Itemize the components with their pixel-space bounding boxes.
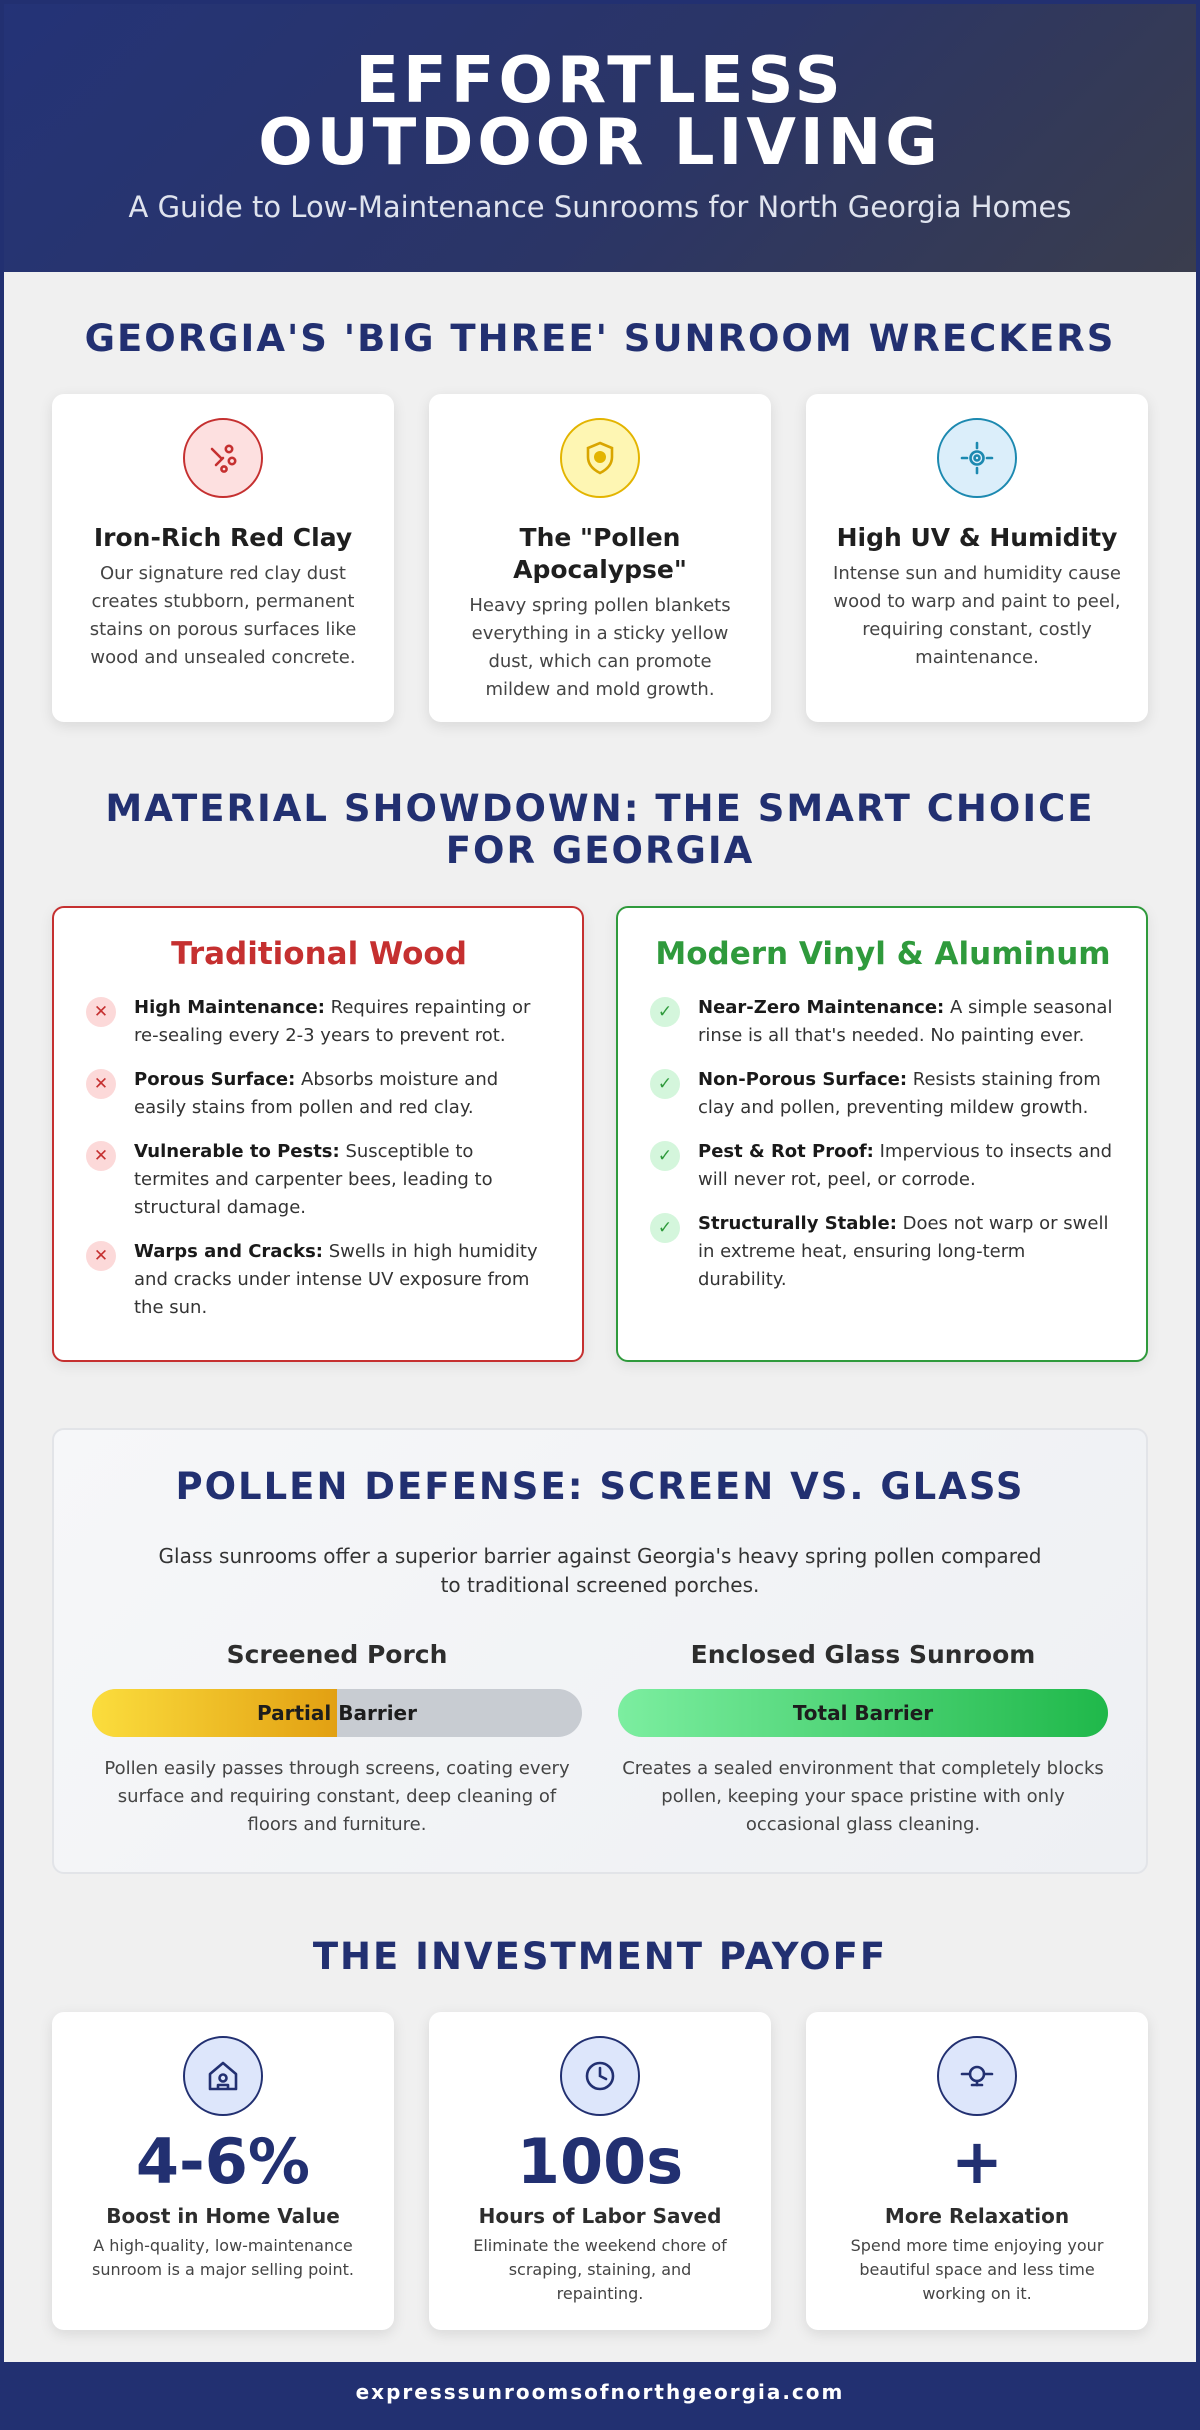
pollen-defense-section xyxy=(52,1428,1148,1874)
pollen-shield-icon xyxy=(560,418,640,498)
vinyl-card xyxy=(616,906,1148,1362)
wood-card-title: Traditional Wood xyxy=(171,936,467,972)
wood-card xyxy=(52,906,584,1362)
footer xyxy=(4,2362,1196,2426)
header-banner xyxy=(4,4,1196,272)
screened-porch-column xyxy=(92,1640,582,1839)
page-subtitle: A Guide to Low-Maintenance Sunrooms for North Georgia Homes xyxy=(128,190,1072,224)
investment-payoff-section xyxy=(4,1936,1196,2330)
payoff-card-relaxation xyxy=(806,2012,1148,2330)
payoff-text: Eliminate the weekend chore of scraping, staining, and repainting. xyxy=(473,2236,727,2303)
home-value-icon xyxy=(183,2036,263,2116)
wrecker-card-red-clay xyxy=(52,394,394,722)
wrecker-text: Our signature red clay dust creates stubborn, permanent stains on porous surfaces like wood and unsealed concrete. xyxy=(89,563,357,668)
wrecker-card-pollen xyxy=(429,394,771,722)
wreckers-title: GEORGIA'S 'BIG THREE' SUNROOM WRECKERS xyxy=(84,317,1116,360)
clock-icon xyxy=(560,2036,640,2116)
check-icon: ✓ xyxy=(650,1213,680,1243)
sun-humidity-icon xyxy=(937,418,1017,498)
payoff-card-labor-saved xyxy=(429,2012,771,2330)
pollen-intro: Glass sunrooms offer a superior barrier against Georgia's heavy spring pollen compared to traditional screened porches. xyxy=(158,1544,1042,1597)
wood-point: ✕ Warps and Cracks: Swells in high humidity and cracks under intense UV exposure from the sun. xyxy=(86,1238,552,1322)
wood-point: ✕ High Maintenance: Requires repainting or re-sealing every 2-3 years to prevent rot. xyxy=(86,994,552,1050)
vinyl-point: ✓ Structurally Stable: Does not warp or swell in extreme heat, ensuring long-term durability. xyxy=(650,1210,1116,1294)
wreckers-section xyxy=(4,318,1196,722)
vinyl-card-title: Modern Vinyl & Aluminum xyxy=(655,936,1111,972)
glass-sunroom-bar-label: Total Barrier xyxy=(792,1701,934,1725)
relaxation-icon xyxy=(937,2036,1017,2116)
vinyl-point: ✓ Non-Porous Surface: Resists staining from clay and pollen, preventing mildew growth. xyxy=(650,1066,1116,1122)
payoff-label: Boost in Home Value xyxy=(106,2204,340,2228)
pollen-title: POLLEN DEFENSE: SCREEN VS. GLASS xyxy=(175,1465,1025,1508)
glass-sunroom-barrier-bar xyxy=(618,1689,1108,1737)
wood-point: ✕ Vulnerable to Pests: Susceptible to termites and carpenter bees, leading to structural damage. xyxy=(86,1138,552,1222)
payoff-card-home-value xyxy=(52,2012,394,2330)
payoff-label: More Relaxation xyxy=(884,2204,1070,2228)
vinyl-point: ✓ Pest & Rot Proof: Impervious to insects and will never rot, peel, or corrode. xyxy=(650,1138,1116,1194)
material-showdown-section xyxy=(4,788,1196,1362)
labor-saved-stat: 100s xyxy=(516,2125,684,2198)
wrecker-text: Heavy spring pollen blankets everything in a sticky yellow dust, which can promote mildew and mold growth. xyxy=(469,595,731,700)
screened-porch-barrier-bar xyxy=(92,1689,582,1737)
screened-porch-text: Pollen easily passes through screens, coating every surface and requiring constant, deep cleaning of floors and furniture. xyxy=(104,1758,570,1835)
wrecker-title: The "Pollen Apocalypse" xyxy=(513,523,687,584)
footer-url[interactable]: expresssunroomsofnorthgeorgia.com xyxy=(355,2380,845,2404)
payoff-text: A high-quality, low-maintenance sunroom is a major selling point. xyxy=(92,2236,354,2279)
screened-porch-bar-label: Partial Barrier xyxy=(257,1701,417,1725)
wrecker-card-uv-humidity xyxy=(806,394,1148,722)
page-title: EFFORTLESS OUTDOOR LIVING xyxy=(258,44,942,180)
glass-sunroom-title: Enclosed Glass Sunroom xyxy=(690,1640,1036,1669)
check-icon: ✓ xyxy=(650,1141,680,1171)
payoff-text: Spend more time enjoying your beautiful space and less time working on it. xyxy=(850,2236,1104,2303)
wrecker-title: High UV & Humidity xyxy=(836,523,1118,552)
screened-porch-title: Screened Porch xyxy=(226,1640,448,1669)
wrecker-title: Iron-Rich Red Clay xyxy=(93,523,353,552)
red-clay-icon xyxy=(183,418,263,498)
wood-point: ✕ Porous Surface: Absorbs moisture and easily stains from pollen and red clay. xyxy=(86,1066,552,1122)
check-icon: ✓ xyxy=(650,997,680,1027)
x-icon: ✕ xyxy=(86,1241,116,1271)
x-icon: ✕ xyxy=(86,1141,116,1171)
glass-sunroom-column xyxy=(618,1640,1108,1839)
vinyl-point: ✓ Near-Zero Maintenance: A simple seasonal rinse is all that's needed. No painting ever. xyxy=(650,994,1116,1050)
home-value-stat: 4-6% xyxy=(135,2125,311,2198)
payoff-title: THE INVESTMENT PAYOFF xyxy=(312,1935,888,1978)
showdown-title: MATERIAL SHOWDOWN: THE SMART CHOICE FOR GEORGIA xyxy=(105,787,1095,872)
relaxation-stat: + xyxy=(951,2125,1003,2198)
x-icon: ✕ xyxy=(86,997,116,1027)
check-icon: ✓ xyxy=(650,1069,680,1099)
wrecker-text: Intense sun and humidity cause wood to warp and paint to peel, requiring constant, costly maintenance. xyxy=(833,563,1121,668)
glass-sunroom-text: Creates a sealed environment that completely blocks pollen, keeping your space pristine with only occasional glass cleaning. xyxy=(622,1758,1104,1835)
x-icon: ✕ xyxy=(86,1069,116,1099)
payoff-label: Hours of Labor Saved xyxy=(478,2204,722,2228)
